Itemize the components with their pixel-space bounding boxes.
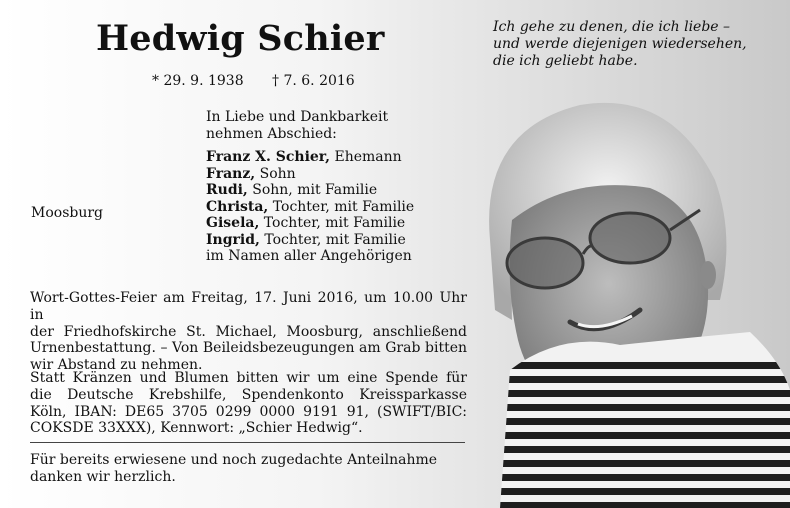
- memorial-quote: [493, 19, 773, 70]
- thanks-paragraph: [30, 452, 467, 486]
- mourner-role: Sohn: [255, 165, 296, 182]
- donation-paragraph: [30, 370, 467, 437]
- service-line: wir Abstand zu nehmen.: [30, 357, 203, 374]
- place-name: Moosburg: [31, 205, 104, 221]
- mourner-name: Franz X. Schier,: [206, 149, 331, 165]
- donation-line: die Deutsche Krebshilfe, Spendenkonto Kreissparkasse: [30, 386, 467, 403]
- mourner-name: Rudi,: [206, 182, 248, 198]
- service-paragraph: [30, 290, 467, 374]
- mourner-entry: [206, 166, 414, 183]
- birth-date: * 29. 9. 1938: [152, 73, 244, 89]
- farewell-intro: [206, 109, 388, 142]
- deceased-name: Hedwig Schier: [96, 18, 385, 59]
- donation-line: Köln, IBAN: DE65 3705 0299 0000 9191 91, (SWIFT/BIC:: [30, 403, 467, 420]
- service-line: der Friedhofskirche St. Michael, Moosburg, anschließend: [30, 323, 467, 340]
- mourners-list: [206, 149, 414, 265]
- portrait-photo: [450, 70, 790, 508]
- mourner-entry: [206, 182, 414, 199]
- divider-line: [30, 442, 465, 443]
- mourner-role: Tochter, mit Familie: [259, 215, 406, 231]
- mourner-entry: [206, 149, 414, 166]
- mourner-role: Ehemann: [330, 149, 402, 165]
- quote-line: die ich geliebt habe.: [493, 53, 638, 69]
- mourner-name: Ingrid,: [206, 231, 260, 248]
- intro-line: In Liebe und Dankbarkeit: [206, 109, 389, 125]
- quote-line: Ich gehe zu denen, die ich liebe –: [493, 19, 731, 35]
- mourner-entry: [206, 199, 414, 216]
- service-line: Wort-Gottes-Feier am Freitag, 17. Juni 2016, um 10.00 Uhr in: [30, 290, 467, 323]
- thanks-line: danken wir herzlich.: [30, 468, 176, 485]
- mourner-entry: [206, 232, 414, 249]
- service-line: Urnenbestattung. – Von Beileidsbezeugungen am Grab bitten: [30, 340, 467, 357]
- mourner-role: Tochter, mit Familie: [259, 231, 406, 248]
- mourner-name: Christa,: [206, 198, 269, 215]
- mourner-name: Franz,: [206, 165, 256, 182]
- donation-line: COKSDE 33XXX), Kennwort: „Schier Hedwig“.: [30, 420, 363, 437]
- thanks-line: Für bereits erwiesene und noch zugedachte Anteilnahme: [30, 452, 438, 468]
- mourner-name: Gisela,: [206, 215, 260, 231]
- quote-line: und werde diejenigen wiedersehen,: [493, 36, 747, 52]
- mourner-role: Tochter, mit Familie: [268, 198, 415, 215]
- donation-line: Statt Kränzen und Blumen bitten wir um eine Spende für: [30, 370, 467, 386]
- mourner-role: Sohn, mit Familie: [247, 182, 378, 198]
- family-closing: im Namen aller Angehörigen: [206, 248, 412, 264]
- death-date: † 7. 6. 2016: [272, 73, 355, 89]
- mourner-entry: [206, 215, 414, 232]
- intro-line: nehmen Abschied:: [206, 125, 337, 142]
